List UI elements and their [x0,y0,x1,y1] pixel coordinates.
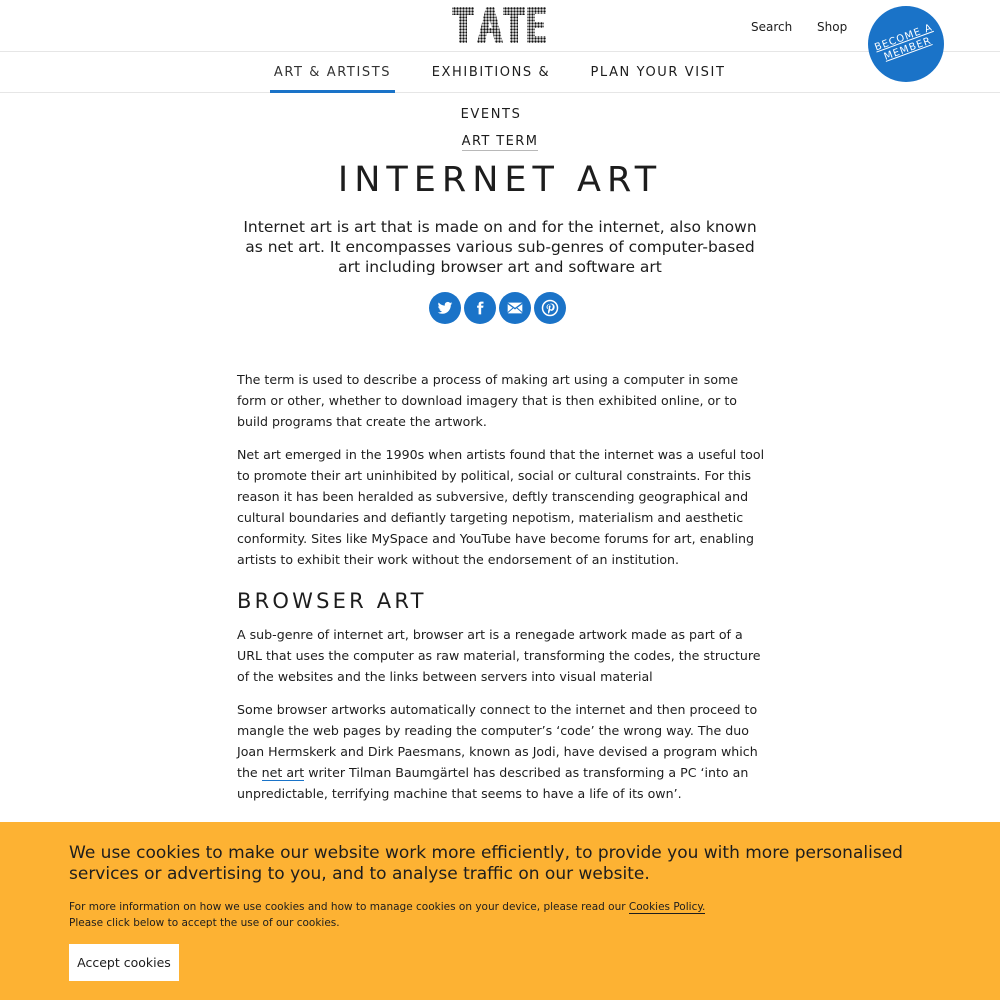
cookie-headline: We use cookies to make our website work more efficiently, to provide you with more personalised services or advertising to you, and to analyse traffic on our website. [69,843,903,884]
site-header [0,0,1000,52]
nav-item-exhibitions-events[interactable]: EXHIBITIONS & EVENTS [431,65,551,122]
paragraph: A sub-genre of internet art, browser art is a renegade artwork made as part of a URL that uses the computer as raw material, transforming the codes, the structure of the websites and the links between servers into visual material [237,627,761,684]
paragraph: The term is used to describe a process of making art using a computer in some form or other, whether to download imagery that is then exhibited online, or to build programs that create the artwork. [237,372,739,429]
facebook-icon [473,300,487,316]
section-heading-browser-art: BROWSER ART [237,589,427,613]
paragraph: Net art emerged in the 1990s when artists found that the internet was a useful tool to promote their art uninhibited by political, social or cultural constraints. For this reason it has been heralded as subversive, deftly transcending geographical and cultural boundaries and defiantly targeting nepotism, materialism and aesthetic conformity. Sites like MySpace and YouTube have become forums for art, enabling artists to exhibit their work without the endorsement of an institution. [237,447,765,567]
become-member-label: BECOME A MEMBER [873,22,935,63]
cookie-info [69,899,939,931]
tate-logo-icon [450,4,548,46]
net-art-link[interactable]: net art [261,765,305,780]
paragraph [237,699,767,804]
nav-item-plan-your-visit[interactable]: PLAN YOUR VISIT [590,65,726,80]
share-facebook-button[interactable] [464,292,496,324]
paragraph-text: Some browser artworks automatically connect to the internet and then proceed to mangle the web pages by reading the computer’s ‘code’ the wrong way. The duo Joan Hermskerk and Dirk Paesmans, known as Jodi, have devised a program which the [237,702,758,780]
article-body [237,369,767,816]
share-email-button[interactable] [499,292,531,324]
shop-link[interactable]: Shop [817,20,848,34]
accept-cookies-button[interactable]: Accept cookies [69,944,179,981]
paragraph-text: writer Tilman Baumgärtel has described as transforming a PC ‘into an unpredictable, terrifying machine that seems to have a life of its own’. [237,765,749,801]
cookie-info-text: For more information on how we use cookies and how to manage cookies on your device, please read our [69,901,629,913]
nav-item-art-artists[interactable]: ART & ARTISTS [270,52,395,93]
share-pinterest-button[interactable] [534,292,566,324]
share-twitter-button[interactable] [429,292,461,324]
share-bar [429,292,569,325]
art-term-eyebrow [0,134,1000,149]
pinterest-icon [541,299,559,317]
tate-logo[interactable] [450,4,548,46]
cookie-banner [0,822,1000,1000]
standfirst: Internet art is art that is made on and for the internet, also known as net art. It encompasses various sub-genres of computer-based art including browser art and software art [243,218,757,276]
email-icon [507,301,523,315]
search-link[interactable]: Search [751,20,793,34]
cookie-info-text-2: Please click below to accept the use of our cookies. [69,917,340,929]
main-nav [0,52,1000,122]
cookies-policy-link[interactable]: Cookies Policy. [628,901,706,913]
twitter-icon [437,300,453,316]
art-term-link[interactable]: ART TERM [461,134,539,149]
page-title: INTERNET ART [337,160,663,200]
become-member-button[interactable] [868,6,944,82]
